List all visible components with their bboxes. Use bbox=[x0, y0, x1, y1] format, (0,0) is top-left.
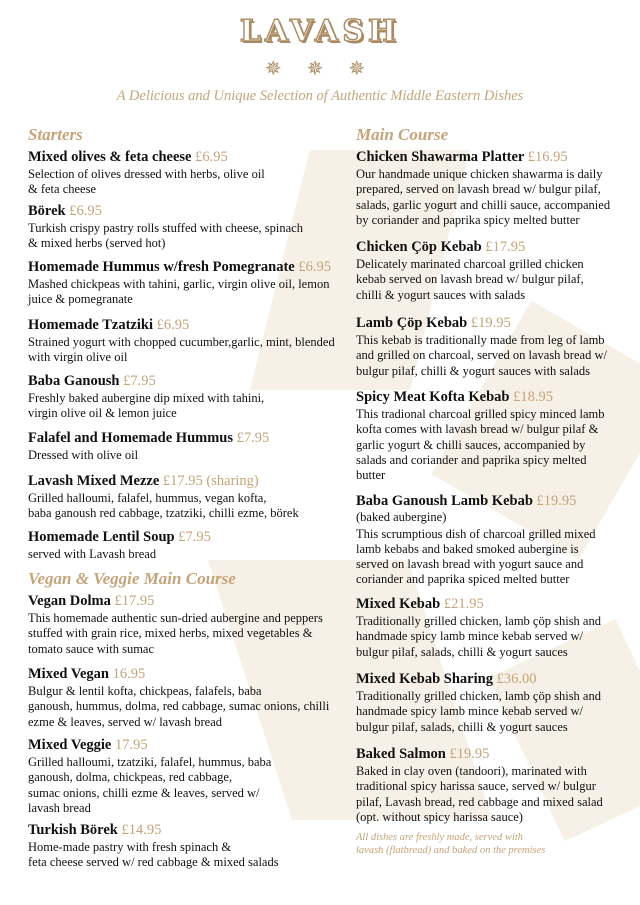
item-description: Home-made pastry with fresh spinach & feta cheese served w/ red cabbage & mixed salads bbox=[28, 840, 279, 870]
menu-item bbox=[28, 148, 346, 198]
item-title bbox=[28, 665, 346, 683]
menu-item bbox=[28, 316, 346, 366]
item-price: £19.95 bbox=[449, 746, 490, 762]
menu-item bbox=[28, 258, 346, 308]
item-name: Mixed Vegan bbox=[28, 666, 109, 682]
item-title bbox=[356, 148, 624, 166]
item-description: Traditionally grilled chicken, lamb çöp shish and handmade spicy lamb mince kebab served w/ bulgur pilaf, salads, chilli & yogurt sauces bbox=[356, 689, 601, 734]
item-price: 16.95 bbox=[112, 666, 146, 682]
item-price: £7.95 bbox=[123, 373, 156, 389]
item-name: Turkish Börek bbox=[28, 822, 118, 838]
menu-item bbox=[356, 745, 624, 825]
item-price: £7.95 bbox=[178, 529, 211, 545]
item-name: Mixed Kebab Sharing bbox=[356, 671, 493, 687]
item-price: £36.00 bbox=[496, 671, 537, 687]
item-price: £17.95 bbox=[114, 593, 155, 609]
logo-text: LAVASH bbox=[239, 14, 401, 49]
item-description: Baked in clay oven (tandoori), marinated with traditional spicy harissa sauce, served w/ bulgur pilaf, Lavash bread, red cabbage and mixed salad (opt. without spicy harissa sauce) bbox=[356, 764, 603, 824]
item-price: £6.95 bbox=[69, 203, 102, 219]
item-name: Mixed Kebab bbox=[356, 596, 441, 612]
menu-item bbox=[356, 595, 624, 660]
item-description: This homemade authentic sun-dried aubergine and peppers stuffed with grain rice, mixed herbs, mixed vegetables & tomato sauce with sumac bbox=[28, 611, 323, 656]
item-title bbox=[28, 429, 346, 447]
item-description: Strained yogurt with chopped cucumber,garlic, mint, blended with virgin olive oil bbox=[28, 335, 335, 365]
item-price: £7.95 bbox=[236, 430, 270, 446]
item-price: £6.95 bbox=[195, 149, 228, 165]
item-name: Chicken Shawarma Platter bbox=[356, 149, 525, 165]
item-description: Grilled halloumi, falafel, hummus, vegan kofta, baba ganoush red cabbage, tzatziki, chilli ezme, börek bbox=[28, 491, 299, 521]
menu-item bbox=[28, 821, 346, 871]
item-description: Dressed with olive oil bbox=[28, 448, 139, 462]
star-ornament-icon: ✵ ✵ ✵ bbox=[264, 58, 376, 80]
menu-item bbox=[356, 148, 624, 228]
item-title bbox=[28, 258, 346, 276]
item-title bbox=[28, 592, 346, 610]
item-title bbox=[356, 238, 624, 256]
item-description: Freshly baked aubergine dip mixed with tahini, virgin olive oil & lemon juice bbox=[28, 391, 265, 421]
menu-item bbox=[356, 388, 624, 483]
logo bbox=[0, 14, 640, 49]
item-description: Turkish crispy pastry rolls stuffed with cheese, spinach & mixed herbs (served hot) bbox=[28, 221, 303, 251]
item-name: Baba Ganoush Lamb Kebab bbox=[356, 493, 533, 509]
item-name: Lamb Çöp Kebab bbox=[356, 315, 468, 331]
item-price: £17.95 bbox=[485, 239, 526, 255]
item-price: £16.95 bbox=[527, 149, 568, 165]
item-name: Mixed olives & feta cheese bbox=[28, 149, 192, 165]
item-description: Our handmade unique chicken shawarma is daily prepared, served on lavash bread w/ bulgur pilaf, salads, garlic yogurt and chilli sauce, accompanied by coriander and paprika spicy melted butter bbox=[356, 167, 611, 227]
item-name: Homemade Lentil Soup bbox=[28, 529, 175, 545]
item-price: £14.95 bbox=[121, 822, 162, 838]
menu-item bbox=[28, 528, 346, 562]
menu-item bbox=[28, 592, 346, 657]
item-description: Bulgur & lentil kofta, chickpeas, falafels, baba ganoush, hummus, dolma, red cabbage, sumac onions, chilli ezme & leaves, served w/ lavash bread bbox=[28, 684, 330, 729]
item-name: Chicken Çöp Kebab bbox=[356, 239, 482, 255]
item-title bbox=[28, 821, 346, 839]
item-title bbox=[356, 314, 624, 332]
footer-note: All dishes are freshly made, served with lavash (flatbread) and baked on the premises bbox=[356, 832, 546, 856]
item-title bbox=[28, 148, 346, 166]
item-price: £19.95 bbox=[536, 493, 577, 509]
item-name: Baked Salmon bbox=[356, 746, 446, 762]
item-title bbox=[356, 745, 624, 763]
item-price: £18.95 bbox=[513, 389, 553, 405]
item-name: Vegan Dolma bbox=[28, 593, 111, 609]
item-description: Grilled halloumi, tzatziki, falafel, hummus, baba ganoush, dolma, chickpeas, red cabbage, sumac onions, chilli ezme & leaves, served w/ lavash bread bbox=[28, 755, 272, 815]
item-title bbox=[356, 492, 624, 510]
item-description: This kebab is traditionally made from leg of lamb and grilled on charcoal, served on lavash bread w/ bulgur pilaf, chilli & yogurt sauces with salads bbox=[356, 333, 607, 378]
item-subtitle: (baked aubergine) bbox=[356, 510, 447, 524]
item-name: Spicy Meat Kofta Kebab bbox=[356, 389, 510, 405]
item-price: 17.95 bbox=[115, 737, 148, 753]
item-price: £21.95 bbox=[443, 596, 484, 612]
item-name: Baba Ganoush bbox=[28, 373, 120, 389]
item-price: £17.95 (sharing) bbox=[162, 473, 259, 489]
section-heading: Main Course bbox=[356, 125, 449, 144]
item-title bbox=[28, 372, 346, 390]
menu-item bbox=[28, 736, 346, 816]
item-description: Mashed chickpeas with tahini, garlic, virgin olive oil, lemon juice & pomegranate bbox=[28, 277, 330, 307]
item-description: This tradional charcoal grilled spicy minced lamb kofta comes with lavash bread w/ bulgur pilaf & garlic yogurt & chilli sauces, accompanied by salads and coriander and paprika spicy melted butter bbox=[356, 407, 605, 483]
item-name: Falafel and Homemade Hummus bbox=[28, 430, 234, 446]
item-price: £19.95 bbox=[470, 315, 511, 331]
menu-item bbox=[28, 472, 346, 522]
item-title bbox=[28, 316, 346, 334]
item-name: Mixed Veggie bbox=[28, 737, 112, 753]
item-name: Homemade Hummus w/fresh Pomegranate bbox=[28, 259, 295, 275]
item-name: Lavash Mixed Mezze bbox=[28, 473, 160, 489]
item-name: Börek bbox=[28, 203, 66, 219]
menu-item bbox=[28, 429, 346, 463]
item-title bbox=[356, 595, 624, 613]
item-name: Homemade Tzatziki bbox=[28, 317, 153, 333]
item-description: Selection of olives dressed with herbs, olive oil & feta cheese bbox=[28, 167, 265, 197]
item-description: served with Lavash bread bbox=[28, 547, 157, 561]
item-price: £6.95 bbox=[298, 259, 331, 275]
item-price: £6.95 bbox=[156, 317, 190, 333]
menu-item bbox=[356, 238, 624, 303]
tagline: A Delicious and Unique Selection of Authentic Middle Eastern Dishes bbox=[116, 88, 524, 104]
menu-item bbox=[28, 665, 346, 730]
item-title bbox=[356, 388, 624, 406]
item-title bbox=[28, 736, 346, 754]
item-title bbox=[356, 670, 624, 688]
item-description: Traditionally grilled chicken, lamb çöp shish and handmade spicy lamb mince kebab served w/ bulgur pilaf, salads, chilli & yogurt sauces bbox=[356, 614, 601, 659]
menu-item bbox=[356, 670, 624, 735]
menu-item bbox=[28, 202, 346, 252]
menu-item bbox=[356, 492, 624, 588]
menu-item bbox=[356, 314, 624, 379]
item-title bbox=[28, 528, 346, 546]
menu-item bbox=[28, 372, 346, 422]
item-description: This scrumptious dish of charcoal grilled mixed lamb kebabs and baked smoked aubergine is served on lavash bread with yogurt sauce and coriander and paprika spiced melted butter bbox=[356, 526, 596, 587]
item-title bbox=[28, 472, 346, 490]
item-title bbox=[28, 202, 346, 220]
section-heading: Vegan & Veggie Main Course bbox=[28, 569, 236, 588]
item-description: Delicately marinated charcoal grilled chicken kebab served on lavash bread w/ bulgur pilaf, chilli & yogurt sauces with salads bbox=[356, 257, 584, 302]
section-heading: Starters bbox=[28, 125, 83, 144]
